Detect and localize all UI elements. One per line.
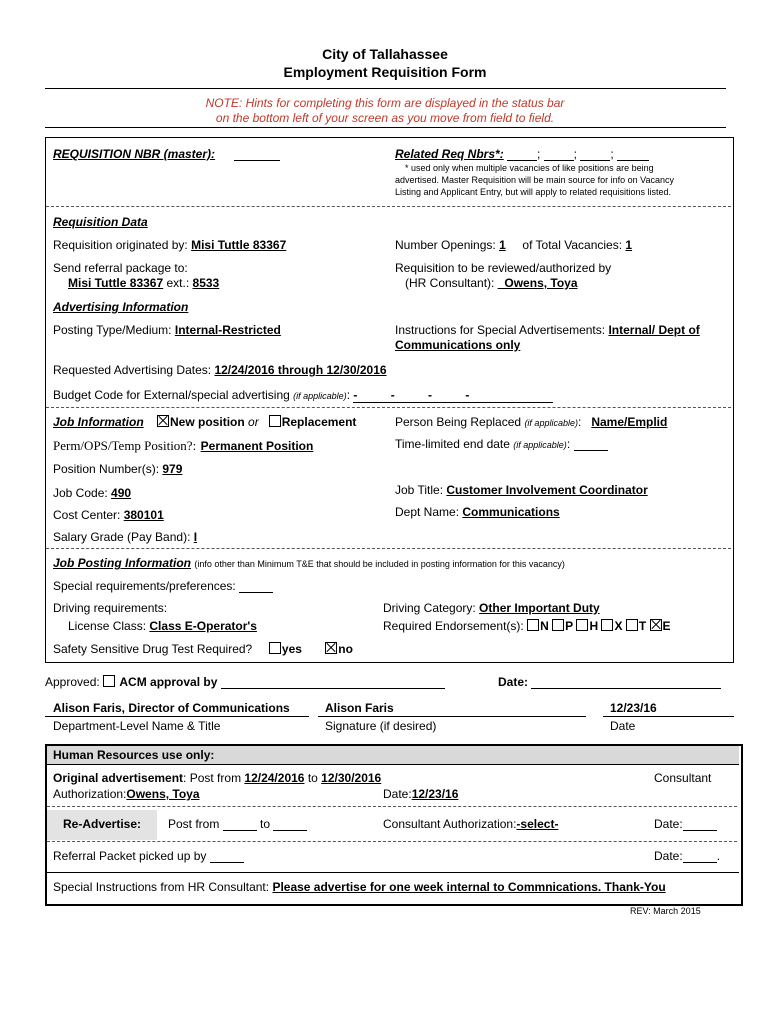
costcenter-row [53,508,164,522]
post-from-label: : Post from [183,771,242,785]
consultant-label: Consultant [654,771,712,785]
job-info-row [53,415,356,429]
section-divider [47,841,737,842]
related-req-fields[interactable]: ; ; ; [507,147,649,161]
replacement-checkbox[interactable] [269,415,281,427]
drug-no-checkbox[interactable] [325,642,337,654]
endorsement-checkbox-t[interactable] [626,619,638,631]
openings-value[interactable]: 1 [499,238,506,252]
readv-date-row [654,817,717,831]
requisition-data-heading: Requisition Data [53,215,148,229]
approved-row [45,675,445,689]
review-consultant-label: (HR Consultant): [405,276,495,290]
review-consultant[interactable]: _Owens, Toya [497,276,578,290]
readv-row [168,817,307,831]
sign-date-line [603,716,734,717]
perm-value[interactable]: Permanent Position [200,439,314,453]
category-row [383,601,600,615]
name-title-line [45,716,309,717]
posting-heading: Job Posting Information [53,556,191,570]
salary-label: Salary Grade (Pay Band): [53,530,191,544]
endorsement-label: H [589,619,599,633]
drug-row [53,642,353,656]
related-note-2: advertised. Master Requisition will be main source for info on Vacancy [395,175,674,185]
revision-label: REV: March 2015 [630,906,701,916]
jobtitle-value[interactable]: Customer Involvement Coordinator [446,483,648,497]
dept-row [395,505,560,519]
review-row [405,276,578,290]
readvertise-label: Re-Advertise: [63,817,142,831]
hr-special-value[interactable]: Please advertise for one week internal to Commnications. Thank-You [272,880,666,894]
referral-packet-field[interactable] [210,850,244,863]
original-row [53,771,381,785]
hr-special-label: Special Instructions from HR Consultant: [53,880,270,894]
replaced-row [395,415,667,429]
special-label: Special requirements/preferences: [53,579,236,593]
jobtitle-row [395,483,648,497]
related-req-label: Related Req Nbrs*: [395,147,504,161]
referral-date-label: Date: [654,849,683,863]
note-line-2: on the bottom left of your screen as you move from field to field. [215,111,555,125]
dates-row [53,363,387,377]
acm-field[interactable] [221,676,445,689]
approval-date-field[interactable] [531,676,721,689]
sign-date[interactable]: 12/23/16 [610,701,657,715]
authorization-row [53,787,200,801]
replaced-label: Person Being Replaced [395,415,522,429]
related-note-3: Listing and Applicant Entry, but will apply to related requisitions listed. [395,187,671,197]
note-line-1: NOTE: Hints for completing this form are displayed in the status bar [205,96,565,110]
timelimited-field[interactable] [574,438,608,451]
referral-date-row [654,849,720,863]
originated-label: Requisition originated by: [53,238,188,252]
position-label: Position Number(s): [53,462,160,476]
referral-ext[interactable]: 8533 [192,276,220,290]
hr-divider [47,872,739,873]
hr-heading: Human Resources use only: [53,748,215,762]
section-divider [46,548,731,549]
readv-to: to [260,817,271,831]
name-title[interactable]: Alison Faris, Director of Communications [53,701,290,715]
budget-colon: : [346,388,351,402]
posting-value[interactable]: Internal-Restricted [174,323,281,337]
dept-label: Dept Name: [395,505,460,519]
divider [45,127,726,128]
referral-name[interactable]: Misi Tuttle 83367 [68,276,164,290]
to-date[interactable]: 12/30/2016 [321,771,382,785]
posting-label: Posting Type/Medium: [53,323,172,337]
readv-to-field[interactable] [273,818,307,831]
replaced-value[interactable]: Name/Emplid [591,415,668,429]
drug-label: Safety Sensitive Drug Test Required? [53,642,253,656]
or-label: or [248,415,259,429]
posting-heading-note: (info other than Minimum T&E that should be included in posting information for this vacancy) [194,559,565,569]
endorsement-checkbox-x[interactable] [601,619,613,631]
related-note-1: * used only when multiple vacancies of like positions are being [405,163,654,173]
review-label: Requisition to be reviewed/authorized by [395,261,612,275]
jobcode-row [53,486,131,500]
referral-ext-label: ext.: [166,276,190,290]
category-value[interactable]: Other Important Duty [479,601,600,615]
readv-date-field[interactable] [683,818,717,831]
position-value[interactable]: 979 [162,462,183,476]
section-divider [46,206,731,207]
dates-label: Requested Advertising Dates: [53,363,212,377]
auth-value[interactable]: Owens, Toya [126,787,200,801]
timelimited-row [395,437,608,451]
signature-caption: Signature (if desired) [325,719,437,733]
consultant-auth-row [383,817,558,831]
license-row [68,619,257,633]
referral-date-tail: . [716,849,721,863]
salary-row [53,530,197,544]
original-label: Original advertisement [53,771,184,785]
approval-date-label: Date: [498,675,529,689]
referral-date-field[interactable] [683,850,717,863]
budget-hint: (if applicable) [293,391,347,401]
signature[interactable]: Alison Faris [325,701,394,715]
endorsement-label: N [540,619,549,633]
perm-label: Perm/OPS/Temp Position?: [53,438,197,453]
salary-value[interactable]: I [193,530,198,544]
consultant-auth-select[interactable]: -select- [516,817,559,831]
hr-special-row [53,880,666,894]
section-divider [47,806,737,807]
openings-label: Number Openings: [395,238,496,252]
endorse-label: Required Endorsement(s): [383,619,524,633]
new-position-checkbox[interactable] [157,415,169,427]
referral-label: Send referral package to: [53,261,188,275]
acm-label: ACM approval by [119,675,218,689]
instructions-row [395,323,700,337]
drug-yes-label: yes [281,642,302,656]
special-field[interactable] [239,580,273,593]
posting-row [53,323,281,337]
form-title: Employment Requisition Form [283,64,487,80]
timelimited-hint: (if applicable) [513,440,567,450]
signature-line [318,716,586,717]
jobcode-value[interactable]: 490 [111,486,132,500]
readv-from-field[interactable] [223,818,257,831]
instructions-label: Instructions for Special Advertisements: [395,323,606,337]
form-title-city: City of Tallahassee [322,46,448,62]
timelimited-label: Time-limited end date [395,437,510,451]
timelimited-colon: : [566,437,571,451]
special-row [53,579,273,593]
jobtitle-label: Job Title: [395,483,444,497]
to-label: to [307,771,318,785]
vacancies-value[interactable]: 1 [625,238,633,252]
requisition-nbr-field[interactable] [234,147,280,161]
budget-row [53,388,553,403]
dates-value[interactable]: 12/24/2016 through 12/30/2016 [214,363,387,377]
referral-row [68,276,219,290]
costcenter-value[interactable]: 380101 [123,508,164,522]
consultant-auth-label: Consultant Authorization: [383,817,517,831]
new-position-label: New position [170,415,245,429]
costcenter-label: Cost Center: [53,508,121,522]
hr-heading-divider [47,764,739,765]
endorse-list [527,619,670,633]
endorsement-checkbox-p[interactable] [552,619,564,631]
drug-yes-checkbox[interactable] [269,642,281,654]
sign-date-caption: Date [610,719,636,733]
drug-no-label: no [338,642,353,656]
budget-label: Budget Code for External/special advertising [53,388,290,402]
dept-value[interactable]: Communications [462,505,560,519]
openings-row [395,238,632,252]
endorse-row [383,619,671,633]
endorsement-checkbox-e[interactable] [650,619,662,631]
auth-date-row [383,787,458,801]
requisition-nbr-label: REQUISITION NBR (master): [53,147,216,161]
budget-value[interactable]: - - - - [353,388,553,403]
acm-approval-checkbox[interactable] [103,675,115,687]
endorsement-checkbox-n[interactable] [527,619,539,631]
referral-packet-row [53,849,244,863]
readv-date-label: Date: [654,817,683,831]
license-label: License Class: [68,619,147,633]
endorsement-label: P [565,619,574,633]
perm-row [53,437,313,455]
instructions-value-2[interactable]: Communications only [395,338,521,352]
auth-label: Authorization: [53,787,127,801]
name-title-caption: Department-Level Name & Title [53,719,221,733]
category-label: Driving Category: [383,601,476,615]
job-info-heading: Job Information [53,415,144,429]
section-divider [46,407,731,408]
auth-date[interactable]: 12/23/16 [411,787,459,801]
replaced-hint: (if applicable) [524,418,578,428]
referral-packet-label: Referral Packet picked up by [53,849,207,863]
position-row [53,462,182,476]
approval-date-row [498,675,721,689]
endorsement-checkbox-h[interactable] [576,619,588,631]
from-date[interactable]: 12/24/2016 [244,771,305,785]
approved-label: Approved: [45,675,100,689]
vacancies-label: of Total Vacancies: [522,238,623,252]
endorsement-label: E [662,619,671,633]
originated-row [53,238,286,252]
posting-heading-row [53,556,565,570]
replacement-label: Replacement [281,415,357,429]
license-value[interactable]: Class E-Operator's [149,619,257,633]
originated-value[interactable]: Misi Tuttle 83367 [191,238,287,252]
jobcode-label: Job Code: [53,486,108,500]
readv-post-from: Post from [168,817,220,831]
endorsement-label: X [614,619,623,633]
endorsement-label: T [638,619,647,633]
advertising-heading: Advertising Information [53,300,189,314]
auth-date-label: Date: [383,787,412,801]
driving-label: Driving requirements: [53,601,168,615]
instructions-value[interactable]: Internal/ Dept of [608,323,700,337]
divider [45,88,726,89]
replaced-colon: : [577,415,582,429]
